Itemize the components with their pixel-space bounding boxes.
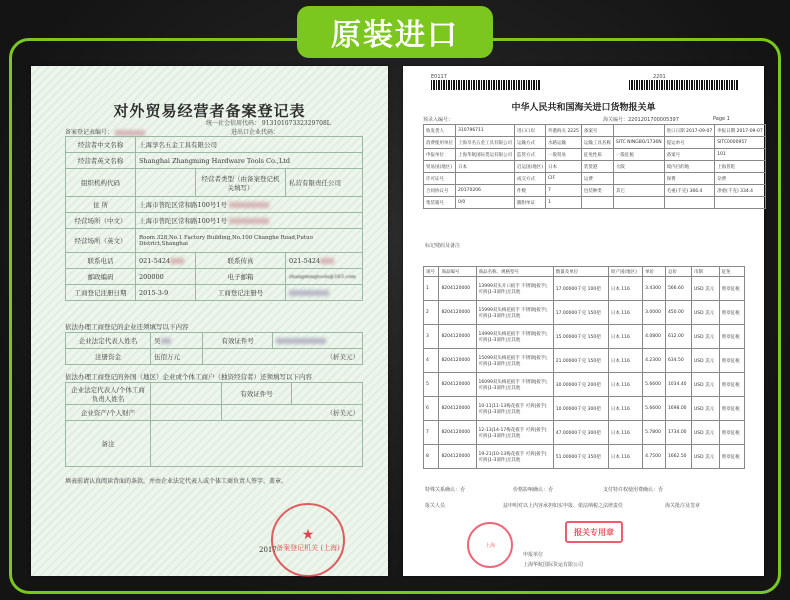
declare-unit-value: 上海华航国际货运有限公司 <box>523 562 584 568</box>
table-row <box>66 383 363 405</box>
goods-cell: 日本 116 <box>608 421 642 445</box>
declare-unit-label: 申报单位 <box>523 552 544 558</box>
code-right: 2201 <box>653 74 666 80</box>
row-label: 住 所 <box>66 197 136 213</box>
table-row <box>66 253 363 269</box>
table-cell <box>456 173 515 185</box>
row-value <box>151 405 222 421</box>
declarant-label: 报关人员 <box>425 503 446 509</box>
goods-cell: 8204120000 <box>439 349 476 373</box>
table-cell: 许可证号 <box>424 173 456 185</box>
row-label: 企业资产/个人财产 <box>66 405 151 421</box>
table-cell: 监管方式 <box>515 149 546 161</box>
col-header: 数量及单位 <box>553 267 608 277</box>
goods-cell: 日本 116 <box>608 445 642 469</box>
table-cell: 日本 <box>546 161 582 173</box>
price-effect: 价格影响确认：否 <box>513 487 554 493</box>
goods-table <box>423 266 745 469</box>
table-cell: 20170206 <box>456 185 515 197</box>
goods-cell: 照章征税 <box>719 397 744 421</box>
year-text: 2017 <box>259 546 277 554</box>
goods-row <box>424 349 745 373</box>
table-cell: 申报单位 <box>424 149 456 161</box>
goods-cell: 51.00000千克 350把 <box>553 445 608 469</box>
goods-cell: 照章征税 <box>719 325 744 349</box>
type-label: 经营者类型（由备案登记机关填写） <box>196 169 286 197</box>
goods-row <box>424 421 745 445</box>
header-title: 原装进口 <box>297 6 493 58</box>
goods-cell: 634.50 <box>665 349 691 373</box>
table-cell: 境内目的地 <box>664 161 715 173</box>
goods-cell: USD 美元 <box>691 349 719 373</box>
goods-cell: 15.00000千克 150把 <box>553 325 608 349</box>
premises-text: 上海市普陀区常和路100号1号 <box>139 217 228 225</box>
goods-row <box>424 277 745 301</box>
goods-cell: 8204120000 <box>439 325 476 349</box>
goods-cell: 3.4300 <box>643 277 666 301</box>
goods-cell: USD 美元 <box>691 277 719 301</box>
row-label: 经营者英文名称 <box>66 153 136 169</box>
table-cell: SITC0000957 <box>715 137 766 149</box>
goods-cell: 8 <box>424 445 439 469</box>
row-value <box>151 383 222 405</box>
goods-cell: 照章征税 <box>719 349 744 373</box>
goods-cell: 照章征税 <box>719 373 744 397</box>
table-cell: 件数 <box>515 185 546 197</box>
row-value <box>292 383 363 405</box>
table-cell: 保费 <box>664 173 715 185</box>
goods-cell: 566.60 <box>665 277 691 301</box>
table-row <box>424 137 766 149</box>
goods-cell: USD 美元 <box>691 373 719 397</box>
table-cell <box>613 197 664 209</box>
fax-text: 021-5424 <box>289 256 321 265</box>
table-cell: 310796711 <box>456 125 515 137</box>
goods-cell: 5.7800 <box>643 421 666 445</box>
table-cell: 合同协议号 <box>424 185 456 197</box>
goods-row <box>424 325 745 349</box>
marks-label: 标记唛码及备注 <box>425 243 461 249</box>
goods-cell: 照章征税 <box>719 277 744 301</box>
row-label: 备注 <box>66 421 151 467</box>
goods-cell: 2 <box>424 301 439 325</box>
row-value <box>286 253 363 269</box>
goods-cell: 日本 116 <box>608 301 642 325</box>
row-value <box>273 333 363 349</box>
row-label: 电子邮箱 <box>196 269 286 285</box>
type-value: 私营有限责任公司 <box>286 169 363 197</box>
row-value: 2015-3-9 <box>136 285 196 301</box>
customs-declaration-form <box>403 66 764 576</box>
ie-code-label: 进出口企业代码： <box>231 129 280 136</box>
goods-cell: 8204120000 <box>439 373 476 397</box>
row-value <box>286 285 363 301</box>
goods-cell: 21.00000千克 150把 <box>553 349 608 373</box>
table-cell <box>715 197 766 209</box>
col-header: 项号 <box>424 267 439 277</box>
goods-row <box>424 397 745 421</box>
goods-cell: 照章征税 <box>719 301 744 325</box>
goods-header-row <box>424 267 745 277</box>
goods-cell: 日本 116 <box>608 397 642 421</box>
table-row <box>66 169 363 197</box>
registration-stamp: ★ 备案登记机关 (上海) <box>271 503 345 577</box>
row-label: 工商登记注册号 <box>196 285 286 301</box>
form-title: 对外贸易经营者备案登记表 <box>113 102 306 120</box>
goods-cell: 5 <box>424 373 439 397</box>
goods-cell: 8204120000 <box>439 421 476 445</box>
section-1-title: 依法办理工商登记的企业还须填写以下内容 <box>65 323 189 331</box>
customs-note: 海关批注及签章 <box>665 503 701 509</box>
table-cell: 外港海关 2225 <box>546 125 582 137</box>
goods-cell: 16099双头梅花扳手 不锈钢|扳手|可拆|1-3部件|无其他 <box>476 373 553 397</box>
goods-cell: 1034.40 <box>665 373 691 397</box>
row-value: 上海享名五金工具有限公司 <box>136 137 363 153</box>
goods-cell: 10-11|11-13梅花扳手 可拆|扳手|可拆|1-3部件|无其他 <box>476 397 553 421</box>
col-header: 原产国(地区) <box>608 267 642 277</box>
col-header: 总价 <box>665 267 691 277</box>
row-value <box>151 421 363 467</box>
goods-cell: 3.0000 <box>643 301 666 325</box>
goods-cell: 450.00 <box>665 301 691 325</box>
enterprise-table <box>65 332 363 365</box>
page-number: Page 1 <box>713 116 730 122</box>
goods-cell: 15999双头梅花扳手 不锈钢|扳手|可拆|1-3部件|无其他 <box>476 301 553 325</box>
table-cell: 大阪 <box>613 161 664 173</box>
row-label: 有效证件号 <box>222 383 292 405</box>
table-row <box>424 125 766 137</box>
table-cell: 毛重(千克) 366.4 <box>664 185 715 197</box>
goods-cell: 17.00000千克 150把 <box>553 301 608 325</box>
goods-cell: 13999双头开口扳手 不锈钢|扳手|可拆|1-3部件|无其他 <box>476 277 553 301</box>
col-header: 征免 <box>719 267 744 277</box>
table-cell: 提运单号 <box>664 137 715 149</box>
goods-cell: 6 <box>424 397 439 421</box>
row-value: 伍佰万元 <box>151 349 203 365</box>
footer-note: 填表前请认真阅读背面的条款，并由企业法定代表人或个体工商负责人签字、盖章。 <box>65 478 288 485</box>
goods-cell: 4 <box>424 349 439 373</box>
goods-cell: 照章征税 <box>719 421 744 445</box>
goods-row <box>424 373 745 397</box>
table-row <box>66 269 363 285</box>
table-cell: CIF <box>546 173 582 185</box>
currency-note: （折美元） <box>222 405 363 421</box>
goods-cell: 4.7500 <box>643 445 666 469</box>
goods-cell: 10.00000千克 300把 <box>553 397 608 421</box>
table-cell: 装货港 <box>581 161 613 173</box>
foreign-table <box>65 382 363 467</box>
table-cell: 征免性质 <box>581 149 613 161</box>
table-row <box>66 421 363 467</box>
goods-cell: 1662.50 <box>665 445 691 469</box>
goods-cell: 17.00000千克 100把 <box>553 277 608 301</box>
row-label: 注册资金 <box>66 349 151 365</box>
goods-cell: 7 <box>424 421 439 445</box>
table-cell: 申报日期 2017-09-07 <box>715 125 766 137</box>
customs-no: 海关编号：2201201700005397 <box>603 117 679 123</box>
row-label: 企业法定代表人/个体工商负责人姓名 <box>66 383 151 405</box>
table-cell: 一般征税 <box>613 149 664 161</box>
table-cell: 一般贸易 <box>546 149 582 161</box>
goods-cell: 19-21|10-13梅花扳手 可拆|扳手|可拆|1-3部件|无其他 <box>476 445 553 469</box>
goods-cell: USD 美元 <box>691 397 719 421</box>
barcode-left <box>431 80 541 90</box>
table-row <box>66 405 363 421</box>
table-cell: 运输工具名称 <box>581 137 613 149</box>
row-value <box>136 197 363 213</box>
barcode-right <box>629 80 739 90</box>
table-row <box>66 197 363 213</box>
goods-cell: 5.6600 <box>643 373 666 397</box>
goods-row <box>424 445 745 469</box>
table-cell <box>664 197 715 209</box>
table-row <box>424 197 766 209</box>
table-row <box>66 137 363 153</box>
legal-rep-name: 吴 <box>154 337 161 345</box>
table-cell: 成交方式 <box>515 173 546 185</box>
record-no-label: 备案登记表编号： <box>65 129 114 136</box>
table-cell: 水路运输 <box>546 137 582 149</box>
customs-rect-stamp: 报关专用章 <box>565 521 623 543</box>
table-cell: 运费 <box>581 173 613 185</box>
row-label: 组织机构代码 <box>66 169 136 197</box>
table-cell: 其它 <box>613 185 664 197</box>
table-cell: 消费使用单位 <box>424 137 456 149</box>
table-cell <box>581 197 613 209</box>
goods-cell: 日本 116 <box>608 325 642 349</box>
row-label: 联系电话 <box>66 253 136 269</box>
unified-credit-code: 统一社会信用代码： 91310107332329708L <box>206 120 331 127</box>
table-cell: 7 <box>546 185 582 197</box>
record-no <box>65 127 145 136</box>
row-label: 联系传真 <box>196 253 286 269</box>
table-row <box>66 333 363 349</box>
table-cell: 集装箱号 <box>424 197 456 209</box>
row-label: 企业法定代表人姓名 <box>66 333 151 349</box>
row-value <box>136 253 196 269</box>
table-cell: 上海华航国际货运有限公司 <box>456 149 515 161</box>
table-cell: SITC NINGBO/1736N <box>613 137 664 149</box>
table-cell: 随附单证 <box>515 197 546 209</box>
code-left: E0117 <box>431 74 447 80</box>
goods-cell: 日本 116 <box>608 277 642 301</box>
table-row <box>66 349 363 365</box>
row-value: 200000 <box>136 269 196 285</box>
table-row <box>424 173 766 185</box>
goods-cell: 3 <box>424 325 439 349</box>
customs-round-stamp <box>467 522 513 568</box>
special-relation: 特殊关系确认：否 <box>425 487 466 493</box>
stamp-round-text: 上海 <box>484 542 495 549</box>
table-cell: 101 <box>715 149 766 161</box>
registration-table <box>65 136 363 301</box>
table-row <box>424 185 766 197</box>
table-cell: 启运国(地区) <box>515 161 546 173</box>
table-row <box>66 153 363 169</box>
table-cell <box>613 173 664 185</box>
goods-cell: USD 美元 <box>691 325 719 349</box>
table-cell: 杂费 <box>715 173 766 185</box>
goods-cell: 47.00000千克 300把 <box>553 421 608 445</box>
table-cell <box>613 125 664 137</box>
row-label: 有效证件号 <box>203 333 273 349</box>
goods-cell: 日本 116 <box>608 373 642 397</box>
statement: 兹申明对以上内容承担如实申报、依法纳税之法律责任 <box>503 503 624 509</box>
goods-cell: 4.0800 <box>643 325 666 349</box>
table-cell: 收发货人 <box>424 125 456 137</box>
col-header: 币制 <box>691 267 719 277</box>
row-value: Room 328,No.1 Factory Building,No.100 Changhe Road,Putuo District,Shanghai <box>136 229 363 253</box>
row-label: 经营场所（中文） <box>66 213 136 229</box>
row-value: zhangmingtools@163.com <box>286 269 363 285</box>
goods-cell: 30.00000千克 200把 <box>553 373 608 397</box>
goods-cell: 日本 116 <box>608 349 642 373</box>
table-row <box>66 285 363 301</box>
phone-text: 021-5424 <box>139 256 171 265</box>
table-cell: 进口口岸 <box>515 125 546 137</box>
row-label: 经营者中文名称 <box>66 137 136 153</box>
table-cell: 贸易国(地区) <box>424 161 456 173</box>
row-label: 经营场所（英文） <box>66 229 136 253</box>
currency-note: （折美元） <box>203 349 363 365</box>
goods-cell: 12-13|14-17梅花扳手 可拆|扳手|可拆|1-3部件|无其他 <box>476 421 553 445</box>
col-header: 商品名称、规格型号 <box>476 267 553 277</box>
goods-cell: 1734.00 <box>665 421 691 445</box>
goods-cell: 1 <box>424 277 439 301</box>
header-table <box>423 124 766 209</box>
table-cell: 备案号 <box>581 125 613 137</box>
table-row <box>424 149 766 161</box>
table-cell: 上海普陀 <box>715 161 766 173</box>
goods-cell: 1698.00 <box>665 397 691 421</box>
table-cell: 包装种类 <box>581 185 613 197</box>
col-header: 单价 <box>643 267 666 277</box>
goods-cell: 5.6600 <box>643 397 666 421</box>
section-2-title: 依法办理工商登记的外国（地区）企业或个体工商户（独资经营者）还须填写以下内容 <box>65 373 312 381</box>
declaration-title: 中华人民共和国海关进口货物报关单 <box>511 103 656 113</box>
table-cell: 上海享名五金工具有限公司 <box>456 137 515 149</box>
table-cell: 日本 <box>456 161 515 173</box>
goods-cell: 8204120000 <box>439 301 476 325</box>
row-value <box>136 213 363 229</box>
goods-cell: 15099双头梅花扳手 不锈钢|扳手|可拆|1-3部件|无其他 <box>476 349 553 373</box>
table-cell: 进口日期 2017-09-07 <box>664 125 715 137</box>
goods-cell: USD 美元 <box>691 301 719 325</box>
row-value: Shanghai Zhangming Hardware Tools Co.,Ltd <box>136 153 363 169</box>
pre-record-no: 预录入编号： <box>423 117 454 123</box>
col-header: 商品编号 <box>439 267 476 277</box>
table-cell: 净重(千克) 334.4 <box>715 185 766 197</box>
table-row <box>66 213 363 229</box>
goods-cell: 8204120000 <box>439 445 476 469</box>
address-text: 上海市普陀区常和路100号1号 <box>139 201 228 209</box>
table-cell: 0/0 <box>456 197 515 209</box>
goods-cell: 612.00 <box>665 325 691 349</box>
table-row <box>424 161 766 173</box>
goods-cell: 照章征税 <box>719 445 744 469</box>
goods-cell: 14999双头梅花扳手 不锈钢|扳手|可拆|1-3部件|无其他 <box>476 325 553 349</box>
royalty: 支付特许权使用费确认：否 <box>603 487 664 493</box>
goods-cell: USD 美元 <box>691 445 719 469</box>
goods-row <box>424 301 745 325</box>
table-cell: 运输方式 <box>515 137 546 149</box>
row-label: 邮政编码 <box>66 269 136 285</box>
row-label: 工商登记注册日期 <box>66 285 136 301</box>
goods-cell: 4.2300 <box>643 349 666 373</box>
goods-cell: USD 美元 <box>691 421 719 445</box>
table-row <box>66 229 363 253</box>
goods-cell: 8204120000 <box>439 397 476 421</box>
row-value <box>136 169 196 197</box>
table-cell: 备案号 <box>664 149 715 161</box>
goods-cell: 8204120000 <box>439 277 476 301</box>
stamp-text: 备案登记机关 (上海) <box>276 544 340 552</box>
row-value <box>151 333 203 349</box>
filing-registration-form <box>31 66 388 576</box>
table-cell: 1 <box>546 197 582 209</box>
